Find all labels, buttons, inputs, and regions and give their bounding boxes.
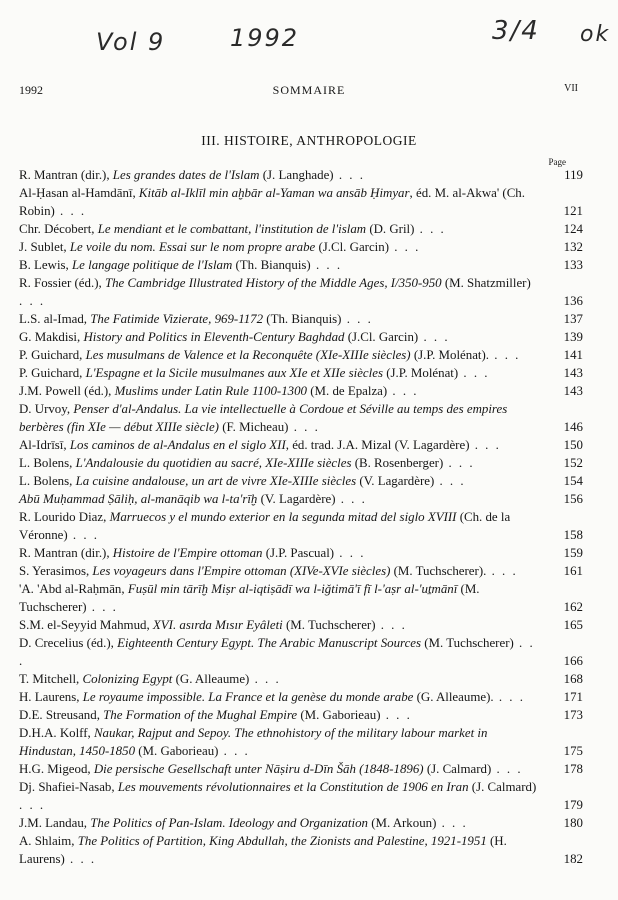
entry-title: Le voile du nom. Essai sur le nom propre arabe: [69, 240, 316, 254]
header-year: 1992: [19, 83, 43, 97]
toc-entry-page: 137: [563, 312, 583, 326]
entry-title: Le langage politique de l'Islam: [72, 258, 233, 272]
dot-leader: . . .: [218, 744, 250, 758]
entry-author-reviewer: (V. Lagardère): [257, 492, 336, 506]
dot-leader: . . .: [434, 474, 466, 488]
entry-title: Le mendiant et le combattant, l'institution de l'islam: [97, 222, 367, 236]
toc-entry: [19, 760, 583, 778]
entry-author-reviewer: R. Lourido Diaz,: [19, 510, 110, 524]
entry-author-reviewer: D.E. Streusand,: [19, 708, 104, 722]
entry-author-reviewer: (M. de Epalza): [307, 384, 388, 398]
dot-leader: . . .: [389, 240, 421, 254]
entry-author-reviewer: (H. Laurens): [19, 834, 507, 866]
toc-entry-page: 175: [563, 744, 583, 758]
entry-author-reviewer: Al-Idrīsī,: [19, 438, 70, 452]
section-title: III. HISTOIRE, ANTHROPOLOGIE: [201, 133, 417, 148]
entry-author-reviewer: (J. Langhade): [259, 168, 334, 182]
entry-title: L'Espagne et la Sicile musulmanes aux XIe et XIIe siècles: [85, 366, 383, 380]
entry-title: Fuṣūl min tārīḫ Miṣr al-iqtiṣādī wa l-iǧtimā'ī fī l-'aṣr al-'uṯmānī: [127, 582, 458, 596]
dot-leader: . . .: [249, 672, 281, 686]
toc-entry: [19, 328, 583, 346]
dot-leader: . . .: [443, 456, 475, 470]
entry-title: The Cambridge Illustrated History of the Middle Ages, I/350-950: [104, 276, 442, 290]
toc-entry: [19, 562, 583, 580]
entry-author-reviewer: (M. Tuchscherer): [19, 582, 480, 614]
toc-entry-text: [19, 724, 583, 760]
toc-entry-text: [19, 688, 583, 706]
entry-author-reviewer: P. Guichard,: [19, 366, 86, 380]
dot-leader: . . .: [334, 546, 366, 560]
dot-leader: . . .: [493, 690, 525, 704]
toc-entry: [19, 382, 583, 400]
entry-title: Kitāb al-Iklīl min aḫbār al-Yaman wa ansāb Ḥimyar: [138, 186, 410, 200]
toc-entry: [19, 472, 583, 490]
toc-entry-page: 179: [563, 798, 583, 812]
dot-leader: . . .: [486, 564, 518, 578]
toc-entry-page: 132: [563, 240, 583, 254]
entry-author-reviewer: H. Laurens,: [19, 690, 83, 704]
handwritten-year: 1992: [230, 24, 300, 52]
entry-author-reviewer: J.M. Powell (éd.),: [19, 384, 115, 398]
entry-title: Marruecos y el mundo exterior en la segunda mitad del siglo XVIII: [109, 510, 457, 524]
entry-author-reviewer: Dj. Shafiei-Nasab,: [19, 780, 118, 794]
entry-author-reviewer: , éd. M. al-Akwa' (Ch. Robin): [19, 186, 525, 218]
dot-leader: . . .: [469, 438, 501, 452]
toc-entry-text: [19, 580, 583, 616]
toc-entry-text: [19, 706, 583, 724]
entry-author-reviewer: (Th. Bianquis): [263, 312, 342, 326]
entry-title: The Fatimide Vizierate, 969-1172: [90, 312, 264, 326]
toc-entry: [19, 724, 583, 760]
dot-leader: . . .: [86, 600, 118, 614]
toc-entry-text: [19, 670, 583, 688]
toc-entry: [19, 310, 583, 328]
toc-entry-page: 165: [563, 618, 583, 632]
entry-title: Le royaume impossible. La France et la genèse du monde arabe: [82, 690, 414, 704]
entry-author-reviewer: D. Crecelius (éd.),: [19, 636, 118, 650]
toc-entry-page: 161: [563, 564, 583, 578]
entry-author-reviewer: (B. Rosenberger): [351, 456, 444, 470]
toc-entry-text: [19, 184, 583, 220]
dot-leader: . . .: [335, 492, 367, 506]
dot-leader: . . .: [19, 636, 535, 668]
dot-leader: . . .: [375, 618, 407, 632]
toc-entry-text: [19, 310, 583, 328]
toc-entry-page: 154: [563, 474, 583, 488]
toc-entry-page: 182: [563, 852, 583, 866]
toc-entry-text: [19, 364, 583, 382]
toc-entry-page: 166: [563, 654, 583, 668]
entry-author-reviewer: T. Mitchell,: [19, 672, 83, 686]
toc-entry-page: 180: [563, 816, 583, 830]
toc-entry-text: [19, 274, 583, 310]
toc-entry-page: 158: [563, 528, 583, 542]
toc-entry: [19, 634, 583, 670]
entry-author-reviewer: L. Bolens,: [19, 456, 76, 470]
handwritten-ok: ok: [580, 22, 611, 47]
entry-author-reviewer: (J.P. Molénat): [382, 366, 459, 380]
entry-author-reviewer: B. Lewis,: [19, 258, 72, 272]
toc-entry: [19, 616, 583, 634]
entry-title: Eighteenth Century Egypt. The Arabic Manuscript Sources: [117, 636, 422, 650]
toc-entry-page: 143: [563, 366, 583, 380]
dot-leader: . . .: [67, 528, 100, 542]
toc-entry-page: 173: [563, 708, 583, 722]
entry-author-reviewer: (F. Micheau): [218, 420, 289, 434]
toc-entry: [19, 490, 583, 508]
toc-entry-page: 119: [564, 168, 583, 182]
entry-title: History and Politics in Eleventh-Century Baghdad: [83, 330, 345, 344]
entry-title: Abū Muḥammad Ṣāliḥ, al-manāqib wa l-ta'rīḫ: [19, 492, 258, 506]
dot-leader: . . .: [380, 708, 412, 722]
toc-entry: [19, 832, 583, 868]
toc-entry-text: [19, 400, 583, 436]
entry-author-reviewer: Al-Ḥasan al-Hamdānī,: [19, 186, 139, 200]
toc-entry-page: 171: [563, 690, 583, 704]
handwritten-volume: Vol 9: [96, 28, 166, 56]
toc-entry-page: 124: [563, 222, 583, 236]
table-of-contents: [19, 166, 583, 868]
entry-title: Histoire de l'Empire ottoman: [112, 546, 263, 560]
toc-entry: [19, 400, 583, 436]
entry-author-reviewer: S.M. el-Seyyid Mahmud,: [19, 618, 153, 632]
toc-entry-text: [19, 256, 583, 274]
entry-author-reviewer: A. Shlaim,: [19, 834, 78, 848]
header-page-number: VII: [564, 83, 578, 94]
entry-author-reviewer: 'A. 'Abd al-Raḥmān,: [19, 582, 128, 596]
entry-author-reviewer: (G. Alleaume).: [413, 690, 494, 704]
toc-entry-page: 141: [563, 348, 583, 362]
toc-entry-page: 133: [563, 258, 583, 272]
entry-author-reviewer: D. Urvoy,: [19, 402, 74, 416]
toc-entry: [19, 364, 583, 382]
entry-author-reviewer: R. Fossier (éd.),: [19, 276, 105, 290]
entry-author-reviewer: S. Yerasimos,: [19, 564, 93, 578]
entry-author-reviewer: (M. Shatzmiller): [441, 276, 531, 290]
entry-title: The Formation of the Mughal Empire: [103, 708, 298, 722]
toc-entry: [19, 706, 583, 724]
toc-entry: [19, 454, 583, 472]
toc-entry: [19, 670, 583, 688]
entry-title: L'Andalousie du quotidien au sacré, XIe-XIIIe siècles: [75, 456, 352, 470]
entry-author-reviewer: (M. Tuchscherer): [282, 618, 376, 632]
entry-title: The Politics of Partition, King Abdullah, the Zionists and Palestine, 1921-1951: [77, 834, 487, 848]
toc-entry-page: 162: [563, 600, 583, 614]
entry-author-reviewer: L. Bolens,: [19, 474, 76, 488]
entry-author-reviewer: (J. Calmard): [468, 780, 537, 794]
dot-leader: . . .: [54, 204, 87, 218]
entry-author-reviewer: D.H.A. Kolff,: [19, 726, 94, 740]
entry-author-reviewer: L.S. al-Imad,: [19, 312, 91, 326]
header-title: SOMMAIRE: [272, 83, 346, 97]
entry-author-reviewer: R. Mantran (dir.),: [19, 546, 113, 560]
dot-leader: . . .: [333, 168, 365, 182]
handwritten-annotations: [0, 14, 618, 74]
entry-author-reviewer: (J.Cl. Garcin): [344, 330, 419, 344]
toc-entry: [19, 274, 583, 310]
dot-leader: . . .: [458, 366, 490, 380]
entry-title: Naukar, Rajput and Sepoy. The ethnohistory of the military labour market in Hindustan, 1450-1850: [19, 726, 488, 758]
toc-entry-page: 152: [563, 456, 583, 470]
toc-entry: [19, 436, 583, 454]
toc-entry: [19, 508, 583, 544]
entry-author-reviewer: (M. Arkoun): [367, 816, 437, 830]
entry-author-reviewer: (Th. Bianquis): [232, 258, 311, 272]
dot-leader: . . .: [489, 348, 521, 362]
toc-entry-page: 150: [563, 438, 583, 452]
toc-entry-text: [19, 238, 583, 256]
toc-entry-page: 121: [563, 204, 583, 218]
toc-entry-page: 159: [563, 546, 583, 560]
dot-leader: . . .: [19, 294, 46, 308]
toc-entry-text: [19, 382, 583, 400]
toc-entry: [19, 184, 583, 220]
entry-author-reviewer: (J.Cl. Garcin): [315, 240, 389, 254]
dot-leader: . . .: [288, 420, 320, 434]
dot-leader: . . .: [341, 312, 373, 326]
toc-entry-page: 178: [563, 762, 583, 776]
toc-entry-page: 168: [563, 672, 583, 686]
toc-entry-text: [19, 634, 583, 670]
entry-title: Les voyageurs dans l'Empire ottoman (XIVe-XVIe siècles): [92, 564, 391, 578]
entry-title: Penser d'al-Andalus. La vie intellectuelle à Cordoue et Séville au temps des empires berbères (fin XIe — début XIIIe siècle): [19, 402, 508, 434]
entry-author-reviewer: (V. Lagardère): [356, 474, 435, 488]
entry-author-reviewer: (Ch. de la Véronne): [19, 510, 511, 542]
toc-entry-text: [19, 616, 583, 634]
toc-entry: [19, 544, 583, 562]
toc-entry-text: [19, 490, 583, 508]
dot-leader: . . .: [491, 762, 523, 776]
dot-leader: . . .: [414, 222, 446, 236]
entry-author-reviewer: H.G. Migeod,: [19, 762, 94, 776]
entry-title: Muslims under Latin Rule 1100-1300: [114, 384, 308, 398]
toc-entry-text: [19, 328, 583, 346]
entry-author-reviewer: G. Makdisi,: [19, 330, 84, 344]
toc-entry: [19, 256, 583, 274]
dot-leader: . . .: [418, 330, 450, 344]
entry-title: Colonizing Egypt: [82, 672, 173, 686]
toc-entry-text: [19, 544, 583, 562]
entry-author-reviewer: J. Sublet,: [19, 240, 70, 254]
toc-entry-text: [19, 832, 583, 868]
toc-entry-text: [19, 346, 583, 364]
entry-title: The Politics of Pan-Islam. Ideology and Organization: [90, 816, 368, 830]
entry-author-reviewer: (J. Calmard): [423, 762, 492, 776]
toc-entry-page: 146: [563, 420, 583, 434]
entry-author-reviewer: (J.P. Pascual): [262, 546, 335, 560]
page-column-label: Page: [548, 157, 566, 167]
entry-author-reviewer: , éd. trad. J.A. Mizal (V. Lagardère): [285, 438, 470, 452]
dot-leader: . . .: [387, 384, 419, 398]
toc-entry-text: [19, 562, 583, 580]
toc-entry-text: [19, 220, 583, 238]
entry-title: XVI. asırda Mısır Eyâleti: [152, 618, 283, 632]
entry-author-reviewer: (M. Tuchscherer): [421, 636, 514, 650]
toc-entry-text: [19, 472, 583, 490]
dot-leader: . . .: [19, 798, 46, 812]
toc-entry-text: [19, 760, 583, 778]
toc-entry: [19, 688, 583, 706]
toc-entry-text: [19, 454, 583, 472]
dot-leader: . . .: [64, 852, 97, 866]
toc-entry-text: [19, 508, 583, 544]
handwritten-issue: 3/4: [492, 16, 540, 46]
toc-entry: [19, 166, 583, 184]
entry-author-reviewer: (M. Gaborieau): [135, 744, 219, 758]
toc-entry-text: [19, 778, 583, 814]
toc-entry-page: 139: [563, 330, 583, 344]
toc-entry-text: [19, 436, 583, 454]
entry-author-reviewer: Chr. Décobert,: [19, 222, 98, 236]
entry-author-reviewer: (D. Gril): [366, 222, 415, 236]
toc-entry: [19, 778, 583, 814]
dot-leader: . . .: [436, 816, 468, 830]
toc-entry: [19, 346, 583, 364]
toc-entry: [19, 238, 583, 256]
toc-entry: [19, 814, 583, 832]
entry-author-reviewer: (G. Alleaume): [172, 672, 250, 686]
toc-entry: [19, 220, 583, 238]
toc-entry: [19, 580, 583, 616]
entry-title: Les musulmans de Valence et la Reconquête (XIe-XIIIe siècles): [85, 348, 411, 362]
entry-author-reviewer: (J.P. Molénat).: [410, 348, 490, 362]
entry-title: Die persische Gesellschaft unter Nāṣiru d-Dīn Šāh (1848-1896): [93, 762, 424, 776]
dot-leader: . . .: [310, 258, 343, 272]
entry-title: Les grandes dates de l'Islam: [112, 168, 260, 182]
entry-title: Les mouvements révolutionnaires et la Constitution de 1906 en Iran: [117, 780, 469, 794]
toc-entry-text: [19, 814, 583, 832]
entry-author-reviewer: (M. Tuchscherer).: [390, 564, 487, 578]
toc-entry-page: 136: [563, 294, 583, 308]
entry-author-reviewer: P. Guichard,: [19, 348, 86, 362]
toc-entry-text: [19, 166, 583, 184]
entry-author-reviewer: R. Mantran (dir.),: [19, 168, 113, 182]
toc-entry-page: 143: [563, 384, 583, 398]
toc-entry-page: 156: [563, 492, 583, 506]
entry-author-reviewer: (M. Gaborieau): [297, 708, 381, 722]
entry-title: La cuisine andalouse, un art de vivre XIe-XIIIe siècles: [75, 474, 357, 488]
entry-title: Los caminos de al-Andalus en el siglo XII: [69, 438, 286, 452]
entry-author-reviewer: J.M. Landau,: [19, 816, 91, 830]
